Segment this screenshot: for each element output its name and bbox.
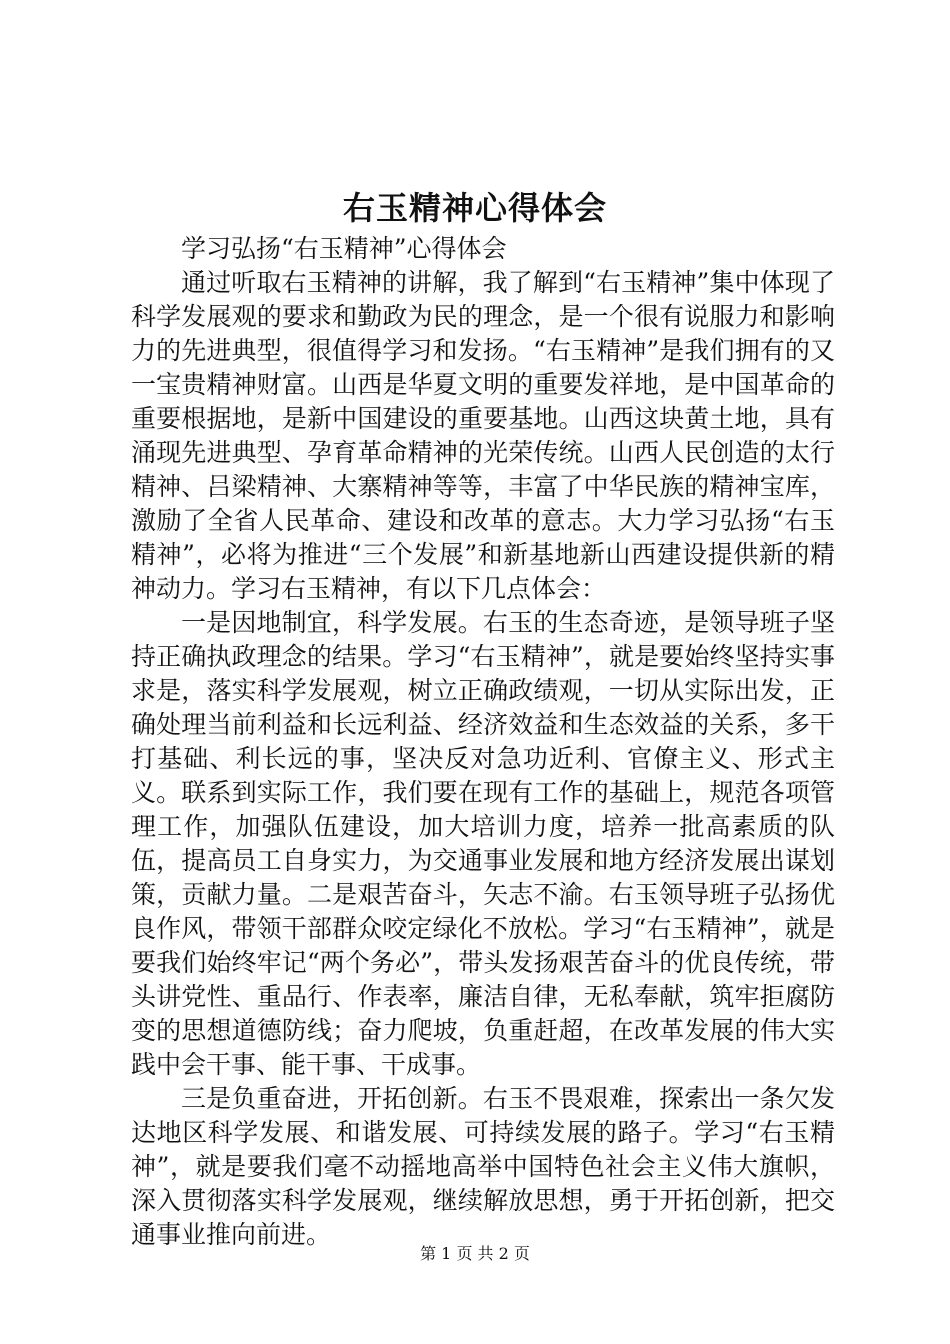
body-paragraph: 通过听取右玉精神的讲解，我了解到“右玉精神”集中体现了科学发展观的要求和勤政为民的理念，是一个很有说服力和影响力的先进典型，很值得学习和发扬。“右玉精神”是我们拥有的又一宝贵精神财富。山西是华夏文明的重要发祥地，是中国革命的重要根据地，是新中国建设的重要基地。山西这块黄土地，具有涌现先进典型、孕育革命精神的光荣传统。山西人民创造的太行精神、吕梁精神、大寨精神等等，丰富了中华民族的精神宝库，激励了全省人民革命、建设和改革的意志。大力学习弘扬“右玉精神”，必将为推进“三个发展”和新基地新山西建设提供新的精神动力。学习右玉精神，有以下几点体会： [131, 268, 835, 603]
page-footer: 第 1 页 共 2 页 [420, 1244, 530, 1263]
subtitle-paragraph: 学习弘扬“右玉精神”心得体会 [181, 234, 507, 263]
document-title: 右玉精神心得体会 [342, 189, 607, 227]
body-paragraph: 一是因地制宜，科学发展。右玉的生态奇迹，是领导班子坚持正确执政理念的结果。学习“右玉精神”，就是要始终坚持实事求是，落实科学发展观，树立正确政绩观，一切从实际出发，正确处理当前利益和长远利益、经济效益和生态效益的关系，多干打基础、利长远的事，坚决反对急功近利、官僚主义、形式主义。联系到实际工作，我们要在现有工作的基础上，规范各项管理工作，加强队伍建设，加大培训力度，培养一批高素质的队伍，提高员工自身实力，为交通事业发展和地方经济发展出谋划策，贡献力量。二是艰苦奋斗，矢志不渝。右玉领导班子弘扬优良作风，带领干部群众咬定绿化不放松。学习“右玉精神”，就是要我们始终牢记“两个务必”，带头发扬艰苦奋斗的优良传统，带头讲党性、重品行、作表率，廉洁自律，无私奉献，筑牢拒腐防变的思想道德防线；奋力爬坡，负重赶超，在改革发展的伟大实践中会干事、能干事、干成事。 [131, 608, 835, 1079]
document-body [131, 232, 835, 1252]
body-paragraph: 三是负重奋进，开拓创新。右玉不畏艰难，探索出一条欠发达地区科学发展、和谐发展、可持续发展的路子。学习“右玉精神”，就是要我们毫不动摇地高举中国特色社会主义伟大旗帜，深入贯彻落实科学发展观，继续解放思想，勇于开拓创新，把交通事业推向前进。 [131, 1084, 835, 1249]
